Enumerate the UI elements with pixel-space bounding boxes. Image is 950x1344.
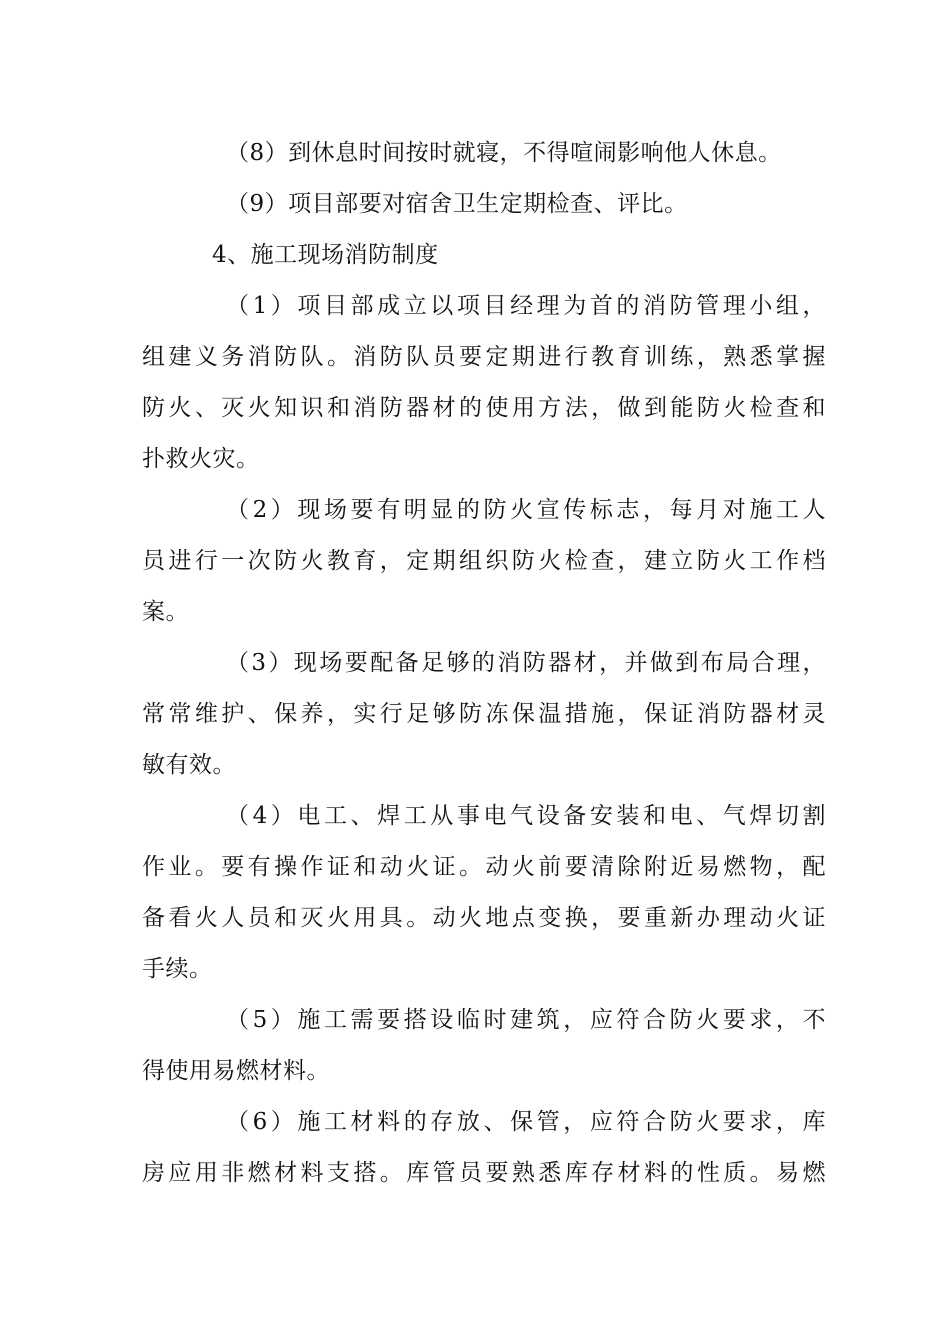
paragraph-1-line-2: 组建义务消防队。消防队员要定期进行教育训练，熟悉掌握 [142, 344, 826, 370]
paragraph-3-line-1: （3）现场要配备足够的消防器材，并做到布局合理， [226, 650, 826, 676]
paragraph-3-line-2: 常常维护、保养，实行足够防冻保温措施，保证消防器材灵 [142, 701, 826, 727]
paragraph-4-line-3: 备看火人员和灭火用具。动火地点变换，要重新办理动火证 [142, 905, 826, 931]
paragraph-4-line-1: （4）电工、焊工从事电气设备安装和电、气焊切割 [226, 803, 826, 829]
paragraph-2-line-2: 员进行一次防火教育，定期组织防火检查，建立防火工作档 [142, 548, 826, 574]
paragraph-4-line-4: 手续。 [142, 956, 213, 982]
document-body [142, 128, 826, 1199]
item-8-text: （8）到休息时间按时就寝，不得喧闹影响他人休息。 [226, 140, 782, 166]
paragraph-3-line-3: 敏有效。 [142, 752, 236, 778]
item-9-text: （9）项目部要对宿舍卫生定期检查、评比。 [226, 191, 688, 217]
paragraph-4-line-2: 作业。要有操作证和动火证。动火前要清除附近易燃物，配 [142, 854, 826, 880]
paragraph-6-line-1: （6）施工材料的存放、保管，应符合防火要求，库 [226, 1109, 826, 1135]
paragraph-6-line-2: 房应用非燃材料支搭。库管员要熟悉库存材料的性质。易燃 [142, 1160, 826, 1186]
paragraph-1-line-1: （1）项目部成立以项目经理为首的消防管理小组， [226, 293, 826, 319]
paragraph-2-line-1: （2）现场要有明显的防火宣传标志，每月对施工人 [226, 497, 826, 523]
paragraph-5-line-2: 得使用易燃材料。 [142, 1058, 330, 1084]
paragraph-1-line-3: 防火、灭火知识和消防器材的使用方法，做到能防火检查和 [142, 395, 826, 421]
section-heading: 4、施工现场消防制度 [212, 242, 439, 268]
paragraph-2-line-3: 案。 [142, 599, 189, 625]
paragraph-5-line-1: （5）施工需要搭设临时建筑，应符合防火要求，不 [226, 1007, 826, 1033]
paragraph-1-line-4: 扑救火灾。 [142, 446, 260, 472]
